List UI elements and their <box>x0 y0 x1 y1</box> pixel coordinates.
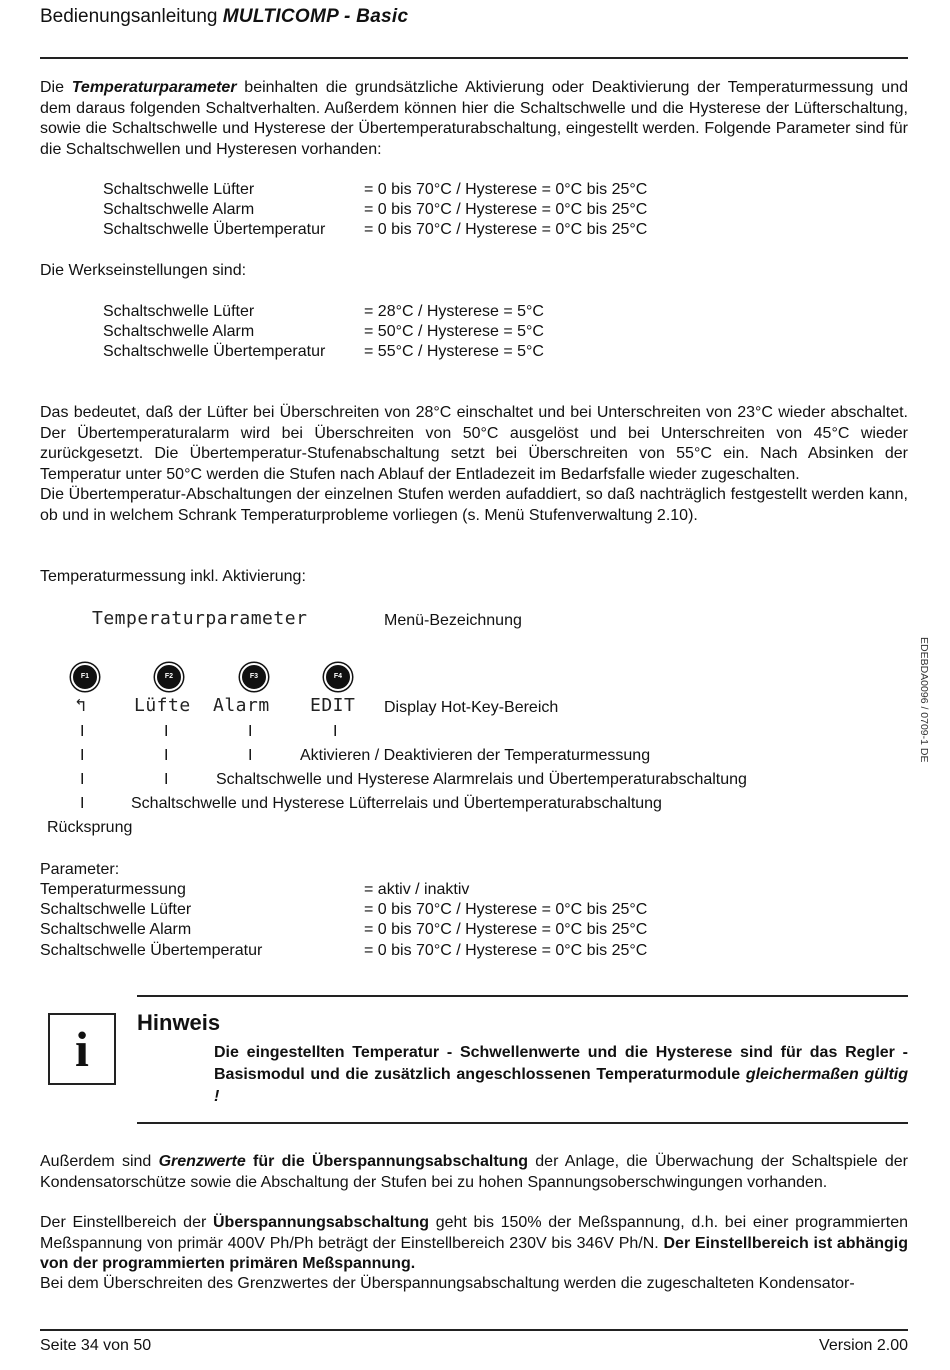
connector-bar: I <box>248 723 253 740</box>
intro-rest: beinhalten die grundsätzliche Aktivierung oder Deaktivierung der Temperaturmessung und dem daraus folgenden Schaltverhalten. Außerdem können hier die Schaltschwelle und die Hysterese der Lüfterschaltung, sowie die Schaltschwelle und Hysterese der Übertemperaturabschaltung, eingestellt werden. Folgende Parameter sind für die Schaltschwellen und Hysteresen vorhanden: <box>40 79 909 158</box>
parameter-value: = aktiv / inaktiv <box>364 881 470 898</box>
return-arrow-icon: ↰ <box>75 695 87 716</box>
connector-bar: I <box>333 723 338 740</box>
connector-bar: I <box>80 723 85 740</box>
default-value: = 55°C / Hysterese = 5°C <box>364 343 544 360</box>
parameter-label: Temperaturmessung <box>40 881 186 898</box>
parameter-value: = 0 bis 70°C / Hysterese = 0°C bis 25°C <box>364 942 648 959</box>
hinweis-body: Die eingestellten Temperatur - Schwellenwerte und die Hysterese sind für das Regler - Basismodul und die zusätzlich angeschlossenen Temperaturmodule <box>214 1044 908 1083</box>
document-code-text: EDEBDA0096 / 0709-1 DE <box>918 637 930 763</box>
defaults-heading: Die Werkseinstellungen sind: <box>40 262 247 279</box>
continuation-line: Bei dem Überschreiten des Grenzwertes der Überspannungsabschaltung werden die zugeschalteten Kondensator- <box>40 1275 855 1292</box>
f1-key-button[interactable]: F1 <box>71 663 99 691</box>
parameter-value: = 0 bis 70°C / Hysterese = 0°C bis 25°C <box>364 921 648 938</box>
range-label: Schaltschwelle Übertemperatur <box>103 221 326 238</box>
hotkey-alarm: Alarm <box>213 695 270 716</box>
document-code <box>918 637 944 767</box>
explanation-paragraph: Das bedeutet, daß der Lüfter bei Überschreiten von 28°C einschaltet und bei Unterschreiten von 23°C wieder abschaltet. Der Übertemperaturalarm wird bei Überschreiten von 50°C ausgelöst und bei Unterschreiten von 45°C wieder zurückgesetzt. Die Übertemperatur-Stufenabschaltung setzt bei Überschreiten von 55°C ein. Nach Absinken der Temperatur unter 50°C werden die Stufen nach Ablauf der Entladezeit im Bedarfsfalle wieder zugeschalten. <box>40 404 908 483</box>
footer-rule <box>40 1329 908 1331</box>
hinweis-emphasis: gleichermaßen gültig ! <box>214 1066 908 1105</box>
f2-key-button[interactable]: F2 <box>155 663 183 691</box>
hotkey-edit: EDIT <box>310 695 356 716</box>
default-label: Schaltschwelle Alarm <box>103 323 255 340</box>
einstell-bold: Der Einstellbereich ist abhängig von der programmierten primären Meßspannung. <box>40 1234 908 1272</box>
parameter-label: Schaltschwelle Übertemperatur <box>40 942 263 959</box>
desc-f1: Rücksprung <box>47 819 133 836</box>
f3-key-button[interactable]: F3 <box>240 663 268 691</box>
einstell-middle: geht bis 150% der Meßspannung, d.h. bei einer programmierten Meßspannung von primär 400V Ph/Ph beträgt der Einstellbereich 230V bis 346V Ph/N. <box>40 1214 908 1252</box>
parameters-heading: Parameter: <box>40 861 120 878</box>
range-label: Schaltschwelle Lüfter <box>103 181 255 198</box>
default-value: = 50°C / Hysterese = 5°C <box>364 323 544 340</box>
header-product: MULTICOMP - Basic <box>222 6 409 27</box>
range-value: = 0 bis 70°C / Hysterese = 0°C bis 25°C <box>364 201 648 218</box>
connector-bar: I <box>248 747 253 764</box>
page-number: Seite 34 von 50 <box>40 1337 152 1354</box>
header-rule <box>40 57 908 59</box>
parameter-label: Schaltschwelle Alarm <box>40 921 192 938</box>
einstell-keyword: Überspannungsabschaltung <box>212 1214 430 1231</box>
connector-bar: I <box>80 747 85 764</box>
grenz-keyword: Grenzwerte <box>158 1153 246 1170</box>
intro-paragraph <box>40 78 908 160</box>
explanation-paragraph-2: Die Übertemperatur-Abschaltungen der einzelnen Stufen werden aufaddiert, so daß nachträglich festgestellt werden kann, ob und in welchem Schrank Temperaturprobleme vorliegen (s. Menü Stufenverwaltung 2.10). <box>40 486 908 524</box>
hotkey-caption: Display Hot-Key-Bereich <box>384 699 559 716</box>
grenz-text: Außerdem sind <box>40 1153 159 1170</box>
intro-keyword: Temperaturparameter <box>71 79 237 96</box>
header-title: Bedienungsanleitung <box>40 6 223 27</box>
hinweis-bottom-rule <box>137 1122 908 1124</box>
range-label: Schaltschwelle Alarm <box>103 201 255 218</box>
default-value: = 28°C / Hysterese = 5°C <box>364 303 544 320</box>
hinweis-top-rule <box>137 995 908 997</box>
document-header <box>40 6 408 28</box>
einstell-text: Der Einstellbereich der <box>40 1214 213 1231</box>
grenz-rest: der Anlage, die Überwachung der Schaltspiele der Kondensatorschütze sowie die Abschaltung der Stufen bei zu hohen Spannungsoberschwingungen vorhanden. <box>40 1153 909 1191</box>
parameter-label: Schaltschwelle Lüfter <box>40 901 192 918</box>
hinweis-text <box>214 1042 908 1108</box>
desc-f3: Schaltschwelle und Hysterese Alarmrelais und Übertemperaturabschaltung <box>216 771 747 788</box>
lcd-menu-text: Temperaturparameter <box>92 608 308 629</box>
info-icon-glyph: i <box>75 1021 89 1077</box>
measure-heading: Temperaturmessung inkl. Aktivierung: <box>40 568 306 585</box>
desc-f2: Schaltschwelle und Hysterese Lüfterrelais und Übertemperaturabschaltung <box>131 795 662 812</box>
hinweis-title: Hinweis <box>137 1010 221 1035</box>
version-label: Version 2.00 <box>819 1337 908 1354</box>
f4-key-button[interactable]: F4 <box>324 663 352 691</box>
default-label: Schaltschwelle Übertemperatur <box>103 343 326 360</box>
default-label: Schaltschwelle Lüfter <box>103 303 255 320</box>
einstellbereich-paragraph <box>40 1213 908 1275</box>
hotkey-luefter: Lüfte <box>134 695 191 716</box>
range-value: = 0 bis 70°C / Hysterese = 0°C bis 25°C <box>364 221 648 238</box>
parameter-value: = 0 bis 70°C / Hysterese = 0°C bis 25°C <box>364 901 648 918</box>
desc-f4: Aktivieren / Deaktivieren der Temperaturmessung <box>300 747 651 764</box>
grenzwerte-paragraph <box>40 1152 908 1193</box>
range-value: = 0 bis 70°C / Hysterese = 0°C bis 25°C <box>364 181 648 198</box>
connector-bar: I <box>164 771 169 788</box>
connector-bar: I <box>164 747 169 764</box>
connector-bar: I <box>80 795 85 812</box>
grenz-bold: für die Überspannungsabschaltung <box>245 1153 529 1170</box>
info-icon <box>48 1013 116 1085</box>
intro-text: Die <box>40 79 72 96</box>
connector-bar: I <box>164 723 169 740</box>
menu-caption: Menü-Bezeichnung <box>384 612 522 629</box>
connector-bar: I <box>80 771 85 788</box>
